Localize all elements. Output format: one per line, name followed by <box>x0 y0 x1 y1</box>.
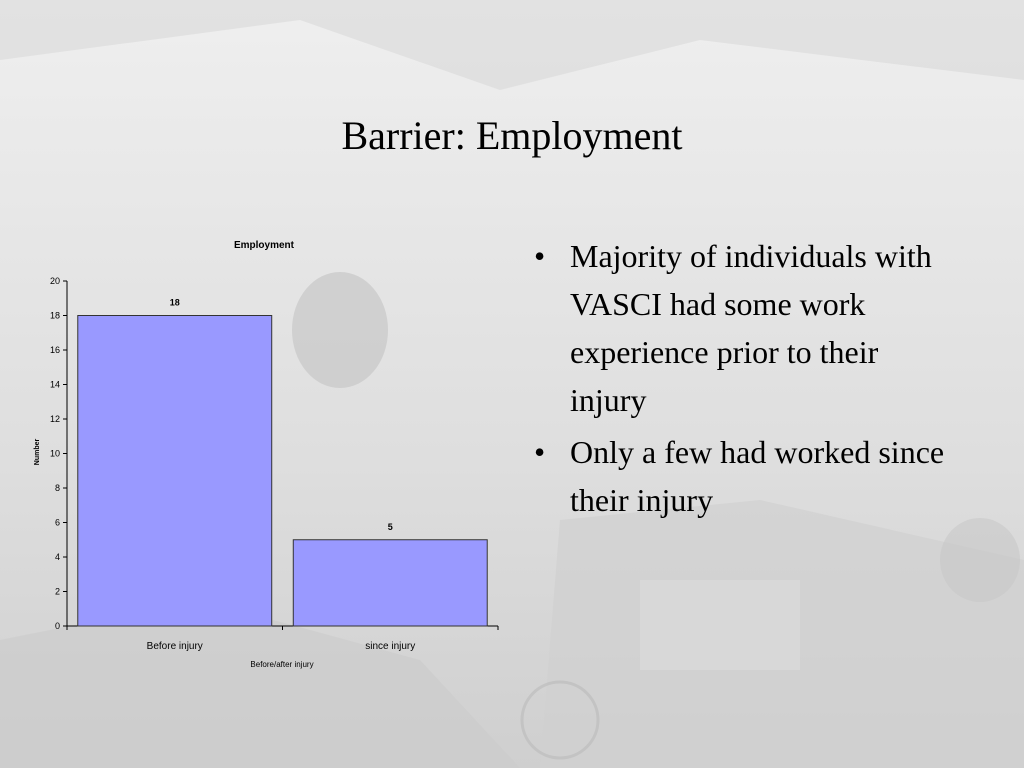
y-tick-label: 2 <box>54 586 60 597</box>
chart-title: Employment <box>233 240 295 251</box>
employment-bar-chart <box>0 230 520 680</box>
bullet-list <box>530 232 950 528</box>
bullet-icon: • <box>534 434 546 470</box>
bullet-item <box>530 428 950 524</box>
bullet-icon: • <box>534 238 546 274</box>
bullet-text: Only a few had worked since their injury <box>570 434 945 518</box>
y-tick-label: 12 <box>49 414 60 424</box>
x-axis <box>67 626 498 652</box>
y-tick-label: 6 <box>54 517 60 528</box>
y-tick-label: 4 <box>54 552 60 562</box>
y-tick-label: 16 <box>49 345 60 355</box>
y-tick-label: 0 <box>54 621 60 631</box>
x-tick-label: since injury <box>365 641 416 652</box>
y-axis <box>50 276 67 631</box>
y-tick-label: 10 <box>49 448 60 459</box>
bar <box>293 540 487 626</box>
x-axis-label: Before/after injury <box>250 660 314 669</box>
slide-title: Barrier: Employment <box>341 113 683 158</box>
data-label: 18 <box>169 297 180 308</box>
bar <box>78 316 272 627</box>
x-tick-label: Before injury <box>146 641 203 652</box>
y-tick-label: 20 <box>49 276 60 286</box>
bullet-text: Majority of individuals with VASCI had some work experience prior to their injury <box>570 238 932 418</box>
y-axis-label: Number <box>34 438 41 466</box>
data-label: 5 <box>387 521 393 532</box>
y-tick-label: 8 <box>54 483 60 493</box>
y-tick-label: 14 <box>49 379 60 390</box>
y-tick-label: 18 <box>49 310 60 321</box>
bullet-item <box>530 232 950 424</box>
bars <box>78 298 487 627</box>
